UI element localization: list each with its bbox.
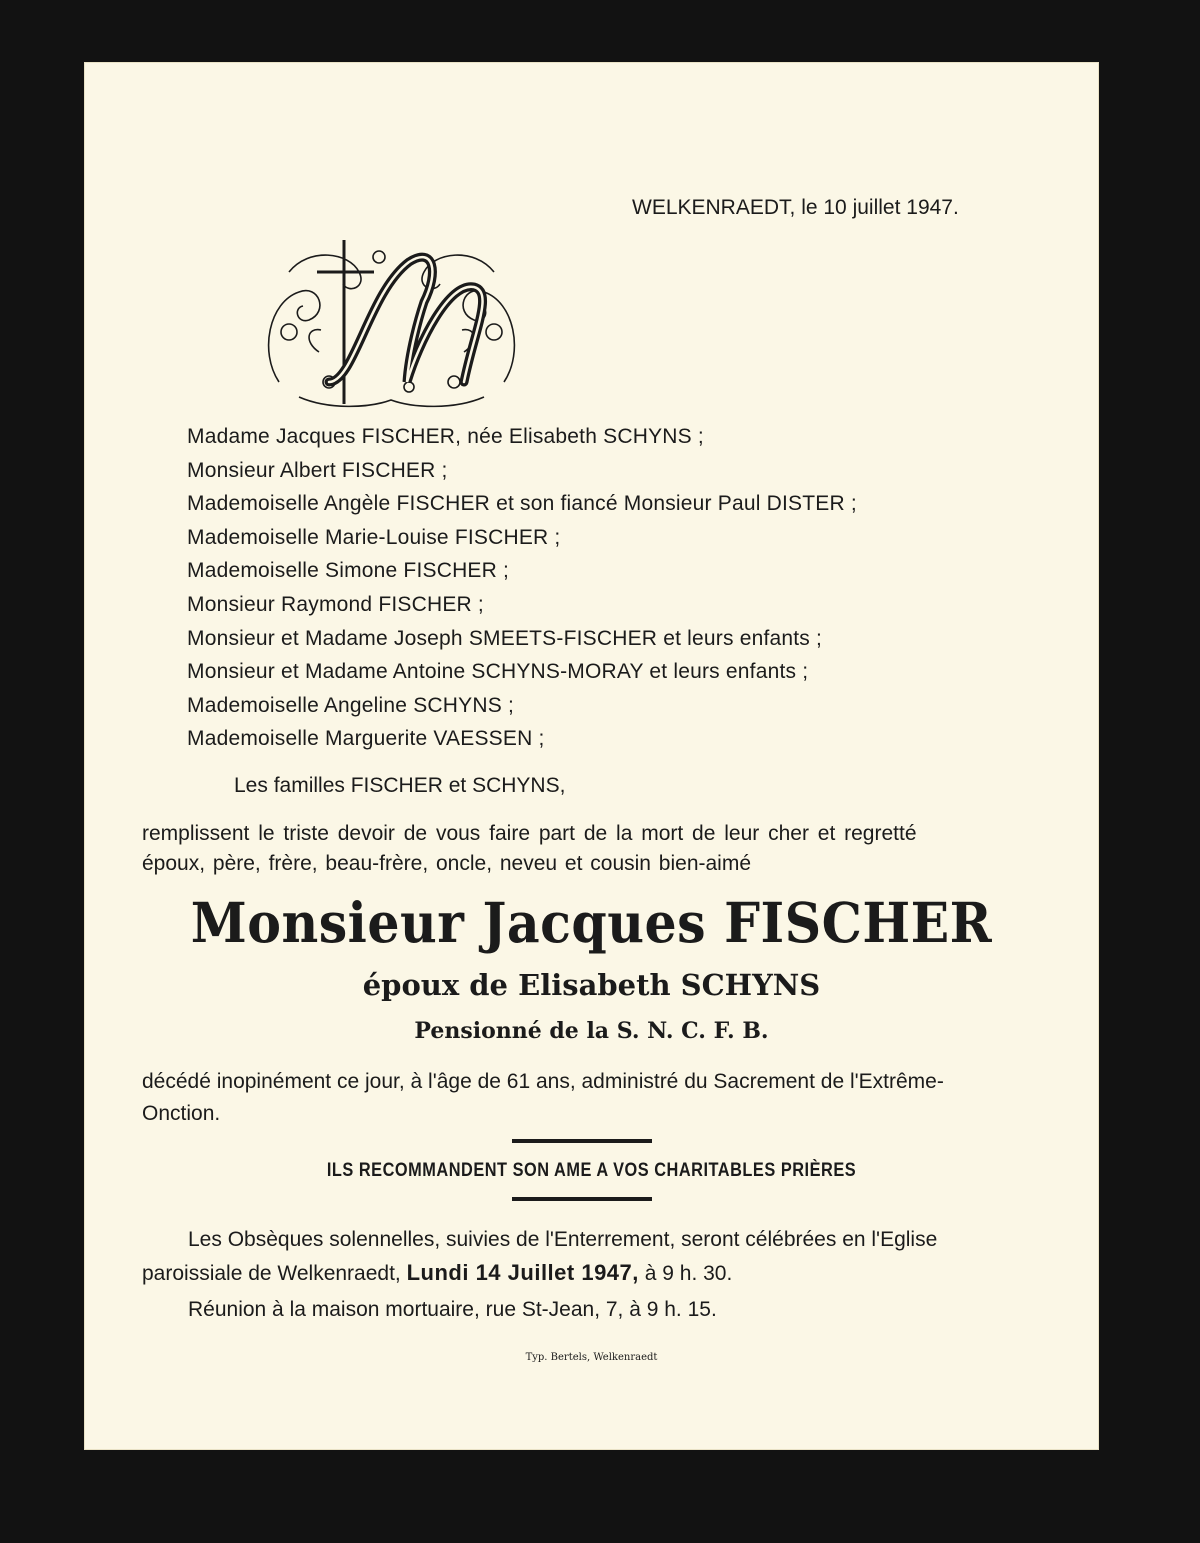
mourner-item: Madame Jacques FISCHER, née Elisabeth SCHYNS ; — [187, 425, 704, 448]
mourner-item: Mademoiselle Simone FISCHER ; — [187, 559, 510, 583]
divider-top — [512, 1139, 652, 1143]
deceased-title: Pensionné de la S. N. C. F. B. — [414, 1018, 769, 1044]
mourning-card — [84, 62, 1099, 1450]
funeral-place: paroissiale de Welkenraedt, — [142, 1262, 407, 1285]
death-line-2: Onction. — [142, 1102, 221, 1125]
funeral-line-1: Les Obsèques solennelles, suivies de l'Enterrement, seront célébrées en l'Eglise — [188, 1228, 938, 1251]
deceased-spouse: époux de Elisabeth SCHYNS — [362, 968, 821, 1002]
families-line: Les familles FISCHER et SCHYNS, — [234, 774, 566, 797]
mourner-item: Mademoiselle Marie-Louise FISCHER ; — [187, 525, 561, 549]
deceased-name: Monsieur Jacques FISCHER — [190, 890, 993, 955]
monogram-cross-emblem — [259, 232, 524, 412]
announcement-line-2: époux, père, frère, beau-frère, oncle, neveu et cousin bien-aimé — [142, 852, 752, 875]
place-date: WELKENRAEDT, le 10 juillet 1947. — [632, 196, 959, 219]
printer-credit: Typ. Bertels, Welkenraedt — [525, 1352, 658, 1363]
mourner-item: Monsieur Raymond FISCHER ; — [187, 592, 484, 616]
mourner-item: Monsieur et Madame Antoine SCHYNS-MORAY et leurs enfants ; — [187, 660, 809, 684]
funeral-date: Lundi 14 Juillet 1947, — [406, 1260, 639, 1285]
mourner-item: Mademoiselle Angèle FISCHER et son fiancé Monsieur Paul DISTER ; — [187, 492, 857, 516]
funeral-time: à 9 h. 30. — [638, 1262, 733, 1285]
death-line-1: décédé inopinément ce jour, à l'âge de 61 ans, administré du Sacrement de l'Extrême- — [142, 1070, 944, 1093]
prayer-request: ILS RECOMMANDENT SON AME A VOS CHARITABLES PRIÈRES — [326, 1160, 857, 1181]
mourner-item: Mademoiselle Angeline SCHYNS ; — [187, 693, 514, 717]
mourner-item: Monsieur et Madame Joseph SMEETS-FISCHER et leurs enfants ; — [187, 626, 823, 650]
mourner-item: Mademoiselle Marguerite VAESSEN ; — [187, 727, 545, 751]
mourner-item: Monsieur Albert FISCHER ; — [187, 458, 448, 482]
divider-bottom — [512, 1197, 652, 1201]
monogram-m-icon — [259, 232, 524, 412]
announcement-line-1: remplissent le triste devoir de vous faire part de la mort de leur cher et regretté — [142, 822, 917, 845]
funeral-line-2 — [142, 1260, 732, 1286]
meeting-line: Réunion à la maison mortuaire, rue St-Jean, 7, à 9 h. 15. — [188, 1298, 717, 1321]
mourners-list — [187, 425, 857, 761]
